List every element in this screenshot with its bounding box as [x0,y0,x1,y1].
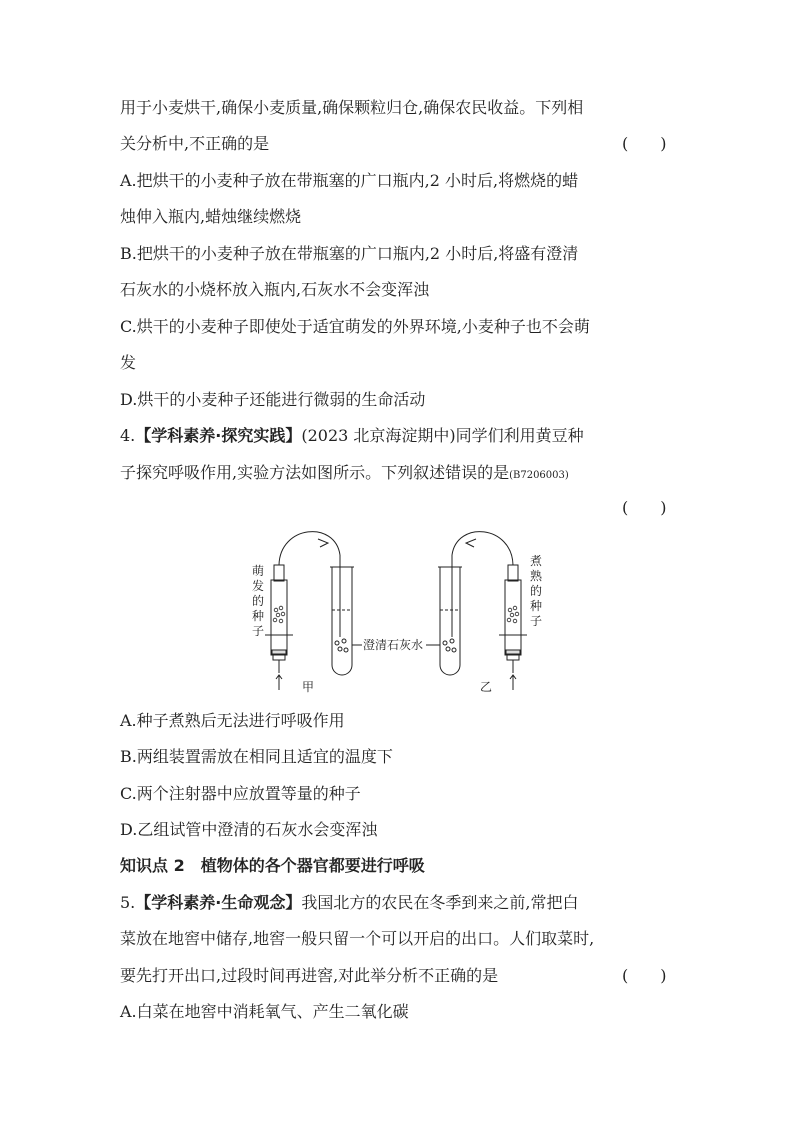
left-label-char-2: 发 [252,579,265,593]
q4-code: (B7206003) [509,470,569,481]
q3-option-c-line-2: 发 [120,353,137,372]
right-flow-arrow [466,539,476,547]
q5-tag: 【学科素养·生命观念】 [135,893,302,912]
left-label-char-5: 子 [252,624,265,638]
caption-right: 乙 [480,680,493,694]
q3-option-c-line-1: C.烘干的小麦种子即使处于适宜萌发的外界环境,小麦种子也不会萌 [120,317,590,336]
left-flow-arrow [318,539,328,547]
q3-answer-paren: ( ) [622,134,667,153]
q3-option-a-line-1: A.把烘干的小麦种子放在带瓶塞的广口瓶内,2 小时后,将燃烧的蜡 [120,171,579,190]
q4-tag: 【学科素养·探究实践】 [135,426,302,445]
q4-stem-line-2 [120,462,569,487]
q5-stem-line-2: 菜放在地窖中储存,地窖一般只留一个可以开启的出口。人们取菜时, [120,929,595,948]
left-syringe [265,532,340,690]
caption-left: 甲 [302,680,315,694]
q5-answer-paren: ( ) [622,966,667,985]
q4-answer-paren: ( ) [622,498,667,517]
q3-option-a-line-2: 烛伸入瓶内,蜡烛继续燃烧 [120,207,302,226]
q4-stem-text: 子探究呼吸作用,实验方法如图所示。下列叙述错误的是 [120,463,510,482]
q5-option-a: A.白菜在地窖中消耗氧气、产生二氧化碳 [120,1002,409,1021]
center-label: 澄清石灰水 [363,638,424,652]
left-label-char-1: 萌 [252,564,265,578]
q3-stem-line-2: 关分析中,不正确的是 [120,134,270,153]
q4-number: 4. [120,426,136,445]
q4-option-d: D.乙组试管中澄清的石灰水会变浑浊 [120,820,378,839]
q5-number: 5. [120,893,136,912]
q3-stem-line-1: 用于小麦烘干,确保小麦质量,确保颗粒归仓,确保农民收益。下列相 [120,98,584,117]
right-label-char-4: 种 [530,599,543,613]
q3-option-d: D.烘干的小麦种子还能进行微弱的生命活动 [120,390,426,409]
q3-option-b-line-1: B.把烘干的小麦种子放在带瓶塞的广口瓶内,2 小时后,将盛有澄清 [120,244,579,263]
right-label-char-1: 煮 [530,554,543,568]
section-heading: 知识点 2 植物体的各个器官都要进行呼吸 [120,856,425,875]
left-label-char-3: 的 [252,594,265,608]
q4-stem-line-1 [120,425,584,447]
experiment-diagram [240,525,560,695]
q5-stem-rest: 我国北方的农民在冬季到来之前,常把白 [301,893,579,912]
right-syringe [452,532,527,690]
right-label-char-2: 熟 [530,569,543,583]
q3-option-b-line-2: 石灰水的小烧杯放入瓶内,石灰水不会变浑浊 [120,280,430,299]
right-label-char-5: 子 [530,614,543,628]
left-label-char-4: 种 [252,609,265,623]
q4-option-c: C.两个注射器中应放置等量的种子 [120,784,361,803]
right-label-char-3: 的 [530,584,543,598]
q5-stem-line-1 [120,892,578,914]
right-syringe-seeds [507,606,519,623]
q5-stem-line-3: 要先打开出口,过段时间再进窖,对此举分析不正确的是 [120,966,499,985]
q4-stem-rest: (2023 北京海淀期中)同学们利用黄豆种 [301,426,584,445]
right-test-tube [438,555,462,675]
q4-option-b: B.两组装置需放在相同且适宜的温度下 [120,747,393,766]
left-test-tube [330,555,354,675]
q4-option-a: A.种子煮熟后无法进行呼吸作用 [120,711,345,730]
left-syringe-seeds [273,606,285,623]
